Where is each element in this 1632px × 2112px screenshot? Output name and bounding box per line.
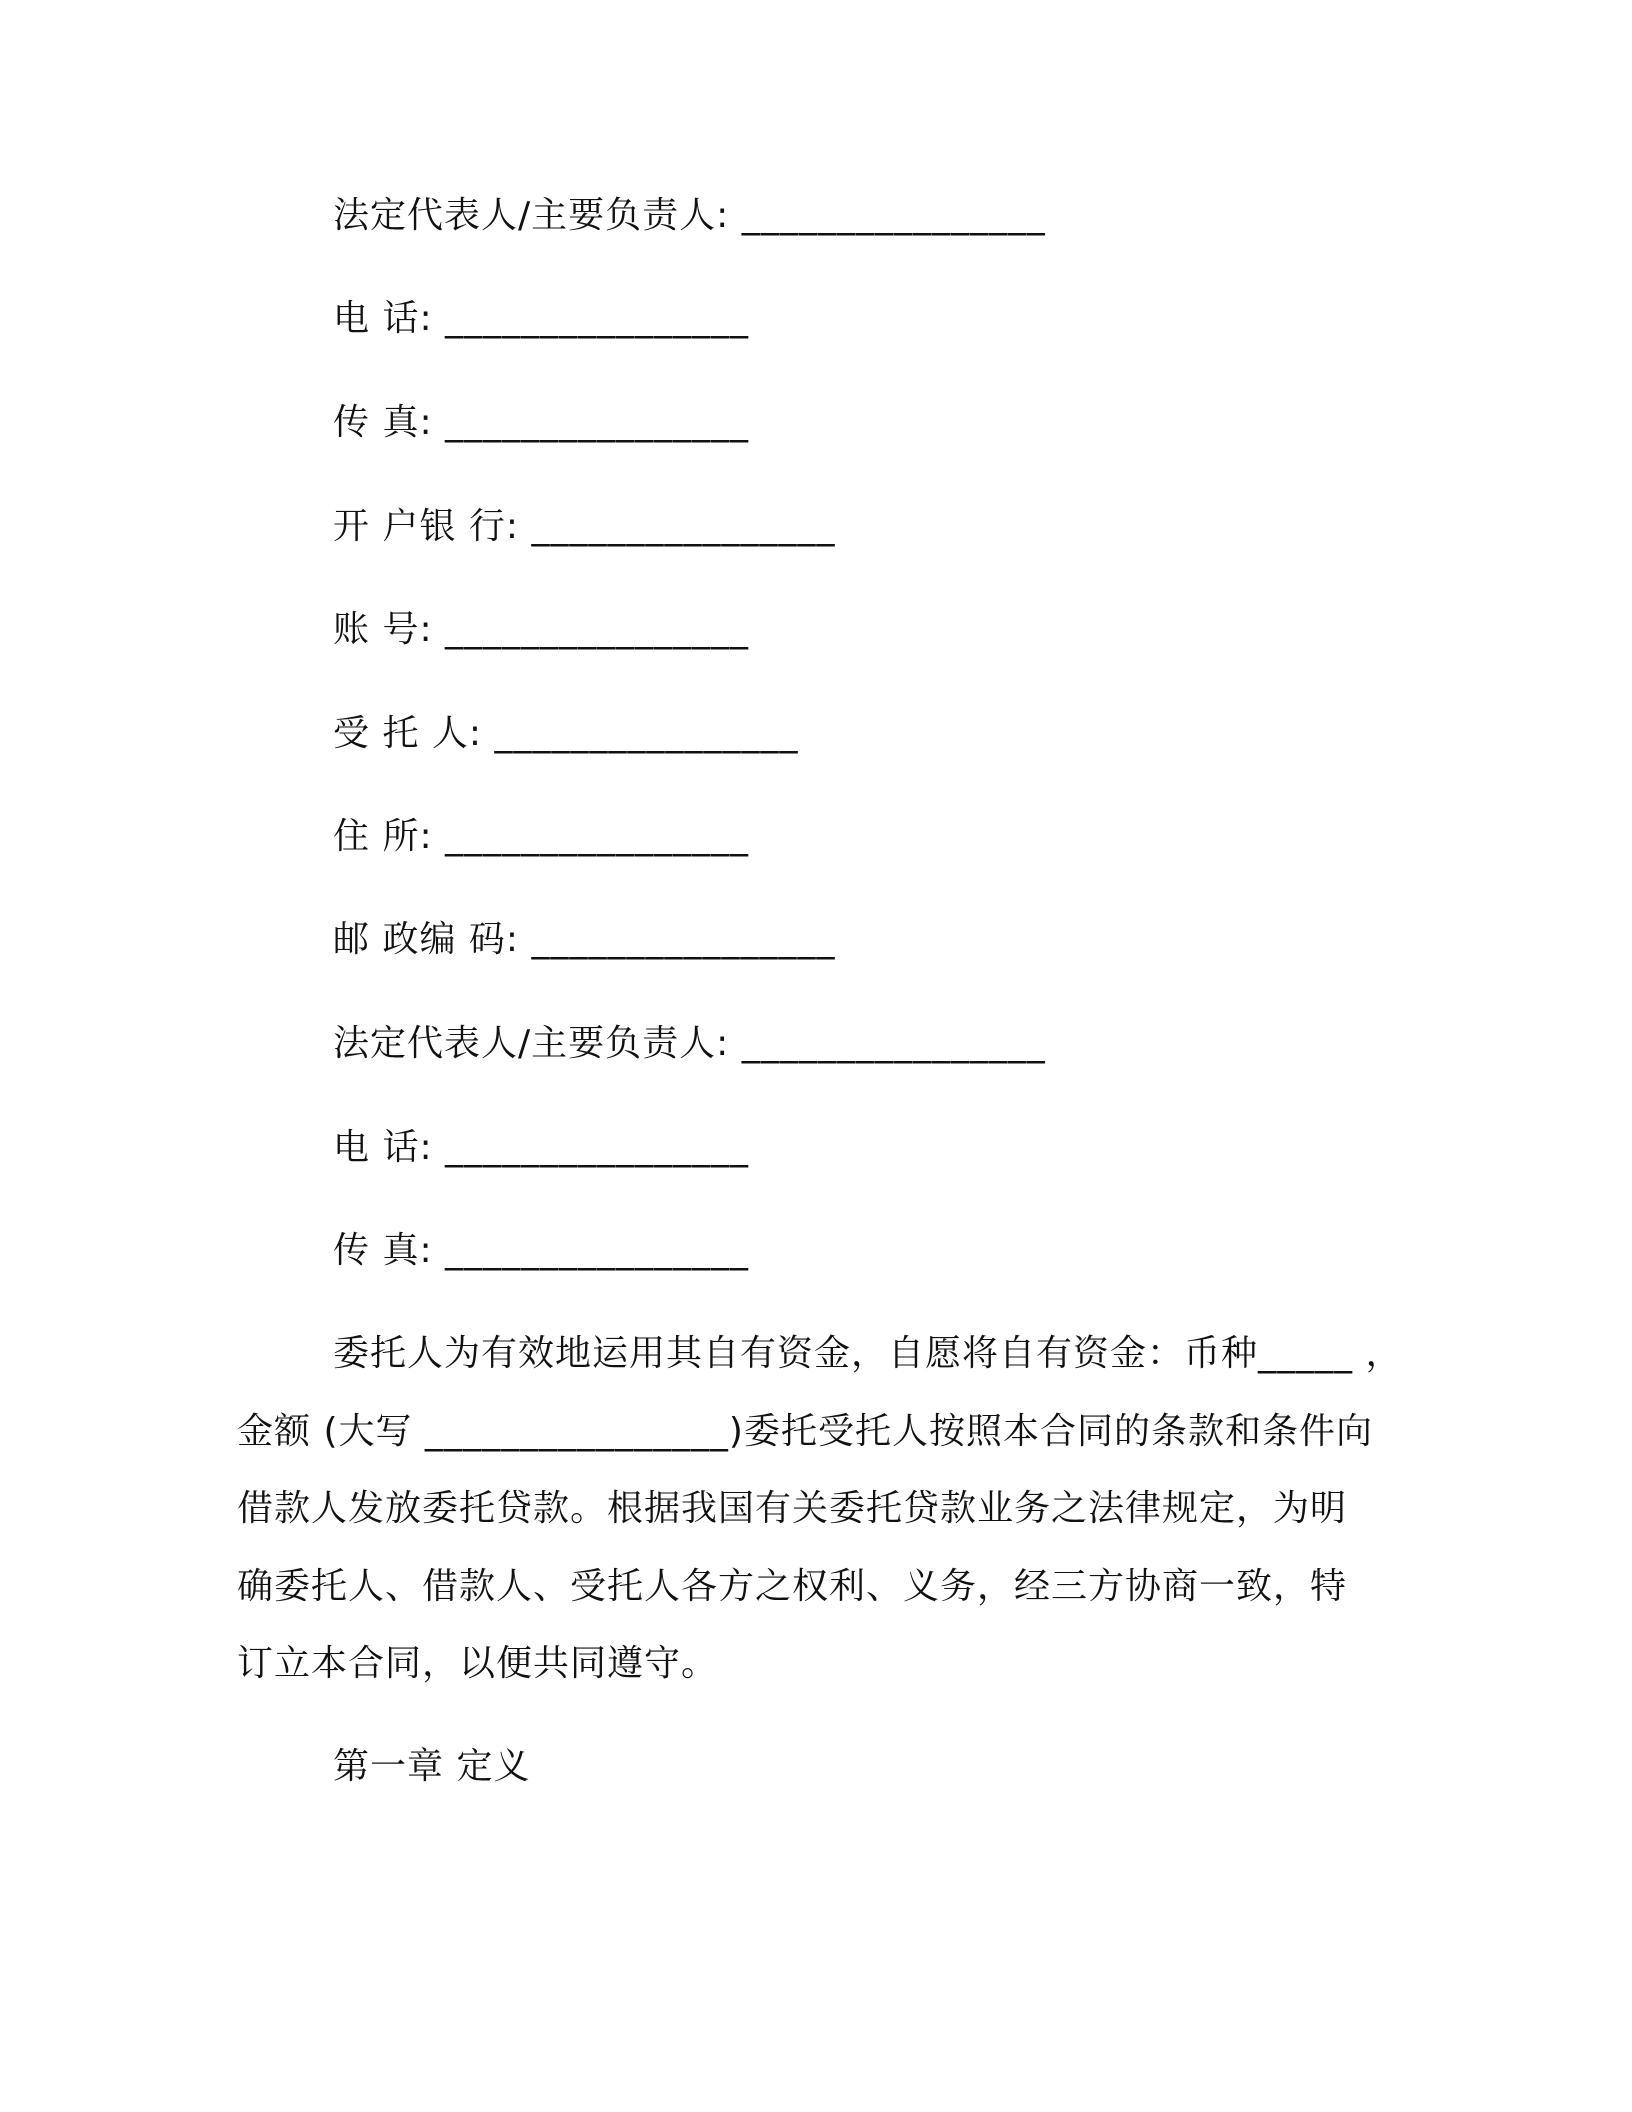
postal-code-field: 邮 政编 码: ________________ xyxy=(333,919,836,960)
trustee-field: 受 托 人: ________________ xyxy=(333,713,799,754)
phone-field-2: 电 话: ________________ xyxy=(333,1127,750,1168)
chapter-heading: 第一章 定义 xyxy=(333,1746,531,1787)
bank-field: 开 户银 行: ________________ xyxy=(333,506,836,547)
paragraph-line: 确委托人、借款人、受托人各方之权利、义务，经三方协商一致，特 xyxy=(237,1566,1348,1607)
account-number-field: 账 号: ________________ xyxy=(333,609,750,650)
paragraph-line: 委托人为有效地运用其自有资金，自愿将自有资金：币种_____ ， xyxy=(333,1333,1403,1374)
phone-field: 电 话: ________________ xyxy=(333,298,750,339)
paragraph-line: 金额 (大写 ________________)委托受托人按照本合同的条款和条件向 xyxy=(237,1411,1373,1452)
paragraph-line: 借款人发放委托贷款。根据我国有关委托贷款业务之法律规定，为明 xyxy=(237,1488,1348,1529)
fax-field-2: 传 真: ________________ xyxy=(333,1230,750,1271)
legal-representative-field-2: 法定代表人/主要负责人: ________________ xyxy=(333,1023,1046,1064)
fax-field: 传 真: ________________ xyxy=(333,402,750,443)
address-field: 住 所: ________________ xyxy=(333,816,750,857)
legal-representative-field: 法定代表人/主要负责人: ________________ xyxy=(333,195,1046,236)
paragraph-line: 订立本合同，以便共同遵守。 xyxy=(237,1643,719,1684)
